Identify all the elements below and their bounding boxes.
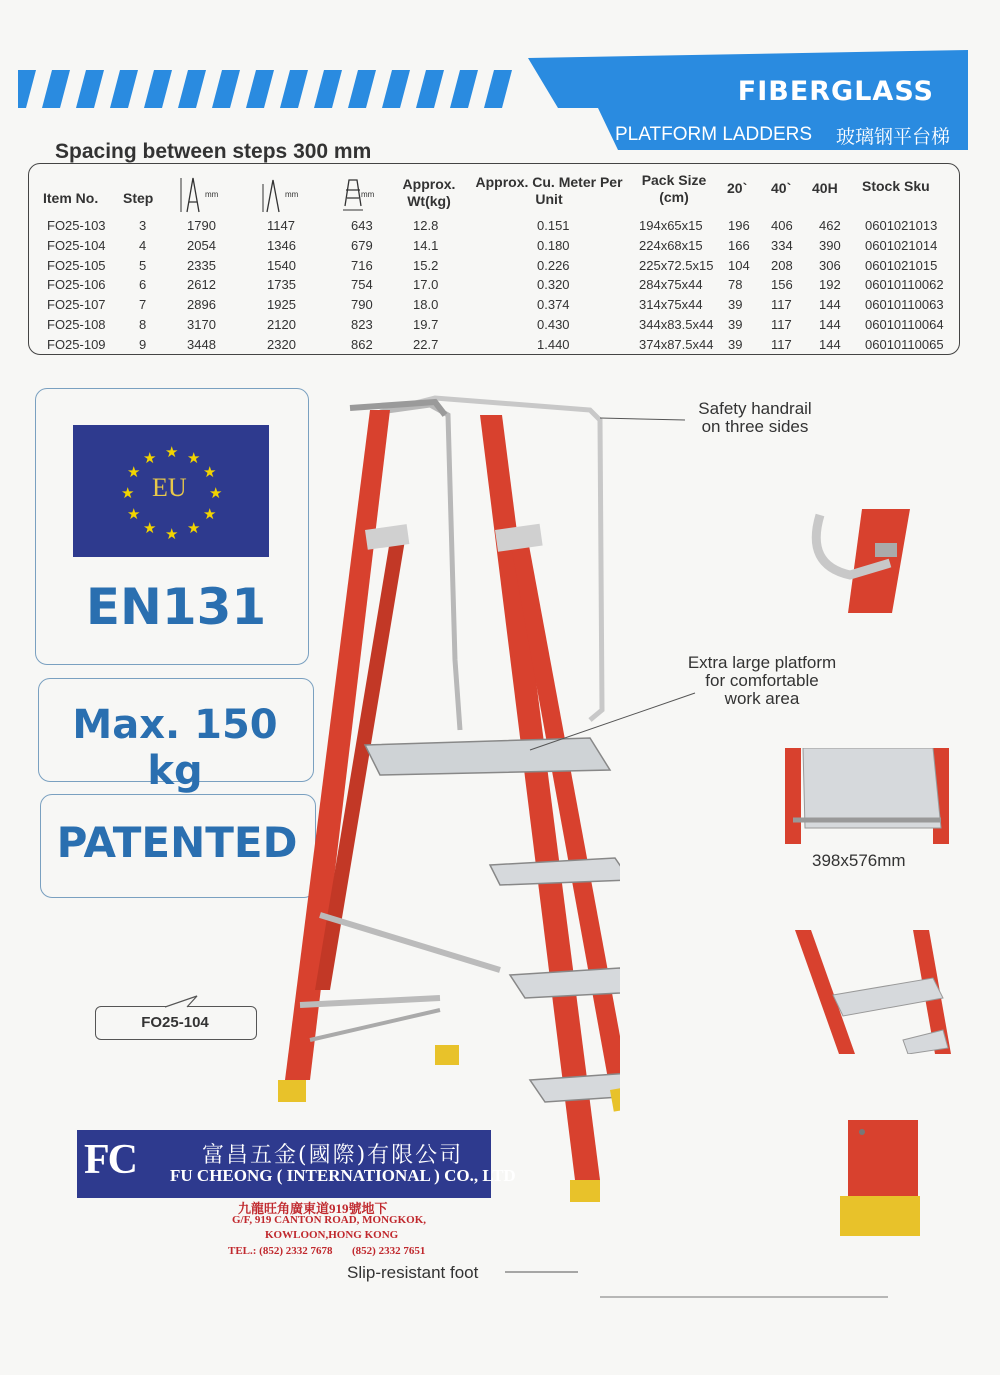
row-dim-c: 716 — [351, 257, 373, 273]
company-logo: FC — [84, 1137, 136, 1183]
row-qty-40h: 462 — [819, 218, 841, 233]
row-qty-20ft: 39 — [728, 336, 743, 352]
row-volume: 0.430 — [537, 317, 570, 332]
handrail-callout-line1: Safety handrail — [698, 399, 812, 418]
svg-text:★: ★ — [143, 519, 157, 537]
col-header-item: Item No. — [43, 190, 99, 206]
row-step: 3 — [139, 218, 147, 233]
col-header-40ft: 40` — [771, 180, 792, 196]
row-weight: 12.8 — [413, 218, 439, 233]
row-item: FO25-105 — [47, 257, 106, 273]
product-subtitle-cn: 玻璃钢平台梯 — [836, 127, 951, 148]
dim-unit-c: mm — [361, 190, 375, 199]
row-qty-40h: 144 — [819, 317, 841, 332]
eu-flag-label: EU — [152, 473, 187, 502]
row-sku: 06010110064 — [865, 317, 944, 332]
row-weight: 19.7 — [413, 317, 439, 332]
row-qty-40ft: 334 — [771, 237, 793, 253]
row-qty-20ft: 104 — [728, 257, 750, 273]
row-pack-size: 284x75x44 — [639, 277, 703, 293]
handrail-callout-line2: on three sides — [701, 417, 809, 436]
col-header-sku: Stock Sku — [862, 178, 930, 194]
row-dim-a: 3448 — [187, 336, 216, 352]
row-weight: 14.1 — [413, 237, 439, 253]
row-dim-a: 2612 — [187, 277, 216, 293]
row-qty-20ft: 39 — [728, 297, 743, 313]
row-qty-40ft: 117 — [771, 297, 792, 313]
row-dim-c: 754 — [351, 277, 373, 293]
company-address-line1: G/F, 919 CANTON ROAD, MONGKOK, — [232, 1214, 427, 1226]
platform-callout-line3: work area — [724, 689, 800, 708]
row-volume: 1.440 — [537, 336, 570, 352]
company-address-line2: KOWLOON,HONG KONG — [265, 1229, 399, 1241]
row-pack-size: 224x68x15 — [639, 237, 703, 253]
row-pack-size: 194x65x15 — [639, 218, 703, 233]
row-dim-b: 1540 — [267, 257, 296, 273]
svg-text:★: ★ — [165, 525, 179, 543]
handrail-detail-image — [800, 505, 920, 615]
col-header-pack: Pack Size (cm) — [641, 172, 707, 205]
row-dim-b: 2120 — [267, 317, 296, 332]
row-pack-size: 225x72.5x15 — [639, 257, 714, 273]
row-sku: 0601021014 — [865, 237, 938, 253]
patent-label: PATENTED — [56, 818, 298, 867]
svg-text:★: ★ — [143, 449, 157, 467]
row-dim-a: 2896 — [187, 297, 216, 313]
row-dim-b: 1147 — [267, 218, 295, 233]
row-volume: 0.320 — [537, 277, 570, 293]
row-step: 7 — [139, 297, 147, 313]
row-volume: 0.151 — [537, 218, 570, 233]
foot-detail-image — [840, 1120, 920, 1240]
col-header-weight: Approx. Wt(kg) — [402, 176, 456, 209]
row-dim-b: 2320 — [267, 336, 296, 352]
svg-text:★: ★ — [165, 443, 179, 461]
row-dim-a: 1790 — [187, 218, 216, 233]
row-step: 6 — [139, 277, 147, 293]
svg-text:★: ★ — [203, 463, 217, 481]
row-pack-size: 374x87.5x44 — [639, 336, 714, 352]
row-qty-40h: 144 — [819, 297, 841, 313]
row-weight: 22.7 — [413, 336, 439, 352]
standard-label: EN131 — [85, 578, 267, 636]
row-volume: 0.180 — [537, 237, 570, 253]
platform-size-label: 398x576mm — [812, 851, 906, 870]
row-dim-c: 679 — [351, 237, 373, 253]
row-dim-c: 790 — [351, 297, 373, 313]
row-volume: 0.374 — [537, 297, 570, 313]
row-qty-20ft: 196 — [728, 218, 750, 233]
platform-callout-line1: Extra large platform — [687, 653, 837, 672]
step-detail-image — [793, 930, 953, 1054]
row-dim-c: 862 — [351, 336, 373, 352]
svg-text:★: ★ — [187, 519, 201, 537]
row-qty-40ft: 406 — [771, 218, 793, 233]
row-item: FO25-106 — [47, 277, 106, 293]
row-qty-40h: 192 — [819, 277, 841, 293]
row-step: 9 — [139, 336, 147, 352]
row-sku: 06010110062 — [865, 277, 944, 293]
company-phone: TEL.: (852) 2332 7678 — [228, 1245, 333, 1257]
col-header-step: Step — [123, 190, 154, 206]
row-item: FO25-104 — [47, 237, 106, 253]
row-sku: 0601021013 — [865, 218, 938, 233]
company-address-cn: 九龍旺角廣東道919號地下 — [238, 1201, 388, 1216]
row-item: FO25-103 — [47, 218, 106, 233]
row-step: 5 — [139, 257, 147, 273]
row-qty-20ft: 39 — [728, 317, 743, 332]
platform-detail-image — [783, 748, 951, 844]
step-spacing-note: Spacing between steps 300 mm — [55, 140, 372, 163]
row-dim-b: 1925 — [267, 297, 296, 313]
row-sku: 0601021015 — [865, 257, 938, 273]
col-header-20ft: 20` — [727, 180, 748, 196]
platform-callout — [672, 654, 852, 708]
row-qty-40h: 390 — [819, 237, 841, 253]
dim-unit-b: mm — [285, 190, 299, 199]
row-dim-a: 3170 — [187, 317, 216, 332]
svg-text:★: ★ — [187, 449, 201, 467]
row-weight: 18.0 — [413, 297, 439, 313]
row-weight: 17.0 — [413, 277, 439, 293]
foot-callout: Slip-resistant foot — [347, 1263, 479, 1282]
row-weight: 15.2 — [413, 257, 439, 273]
col-header-40h: 40H — [812, 180, 838, 196]
platform-callout-line2: for comfortable — [705, 671, 819, 690]
row-qty-40ft: 117 — [771, 317, 792, 332]
svg-text:★: ★ — [203, 505, 217, 523]
row-pack-size: 344x83.5x44 — [639, 317, 714, 332]
product-subtitle: PLATFORM LADDERS — [615, 124, 813, 145]
company-name-en: FU CHEONG ( INTERNATIONAL ) CO., LTD — [170, 1166, 516, 1185]
dim-unit-a: mm — [205, 190, 219, 199]
company-phone-2: (852) 2332 7651 — [352, 1245, 426, 1257]
col-header-volume: Approx. Cu. Meter Per Unit — [475, 174, 623, 207]
row-qty-40h: 306 — [819, 257, 841, 273]
row-qty-20ft: 78 — [728, 277, 743, 293]
row-dim-a: 2335 — [187, 257, 216, 273]
row-dim-b: 1346 — [267, 237, 296, 253]
row-qty-40ft: 208 — [771, 257, 793, 273]
row-dim-b: 1735 — [267, 277, 296, 293]
row-dim-c: 823 — [351, 317, 373, 332]
row-item: FO25-108 — [47, 317, 106, 332]
max-load-label: Max. 150 kg — [72, 702, 278, 794]
row-volume: 0.226 — [537, 257, 570, 273]
row-qty-40ft: 117 — [771, 336, 792, 352]
row-item: FO25-109 — [47, 336, 106, 352]
row-qty-20ft: 166 — [728, 237, 750, 253]
row-step: 8 — [139, 317, 147, 332]
row-sku: 06010110065 — [865, 336, 944, 352]
handrail-callout — [685, 400, 825, 436]
svg-text:★: ★ — [127, 505, 141, 523]
row-item: FO25-107 — [47, 297, 106, 313]
row-dim-c: 643 — [351, 218, 373, 233]
company-name-cn: 富昌五金(國際)有限公司 — [202, 1143, 464, 1168]
row-qty-40h: 144 — [819, 336, 841, 352]
row-qty-40ft: 156 — [771, 277, 793, 293]
model-number: FO25-104 — [141, 1014, 209, 1031]
row-pack-size: 314x75x44 — [639, 297, 703, 313]
row-sku: 06010110063 — [865, 297, 944, 313]
row-dim-a: 2054 — [187, 237, 216, 253]
product-title: FIBERGLASS — [737, 76, 934, 107]
svg-text:★: ★ — [121, 484, 135, 502]
svg-text:★: ★ — [127, 463, 141, 481]
row-step: 4 — [139, 237, 147, 253]
svg-text:★: ★ — [209, 484, 223, 502]
